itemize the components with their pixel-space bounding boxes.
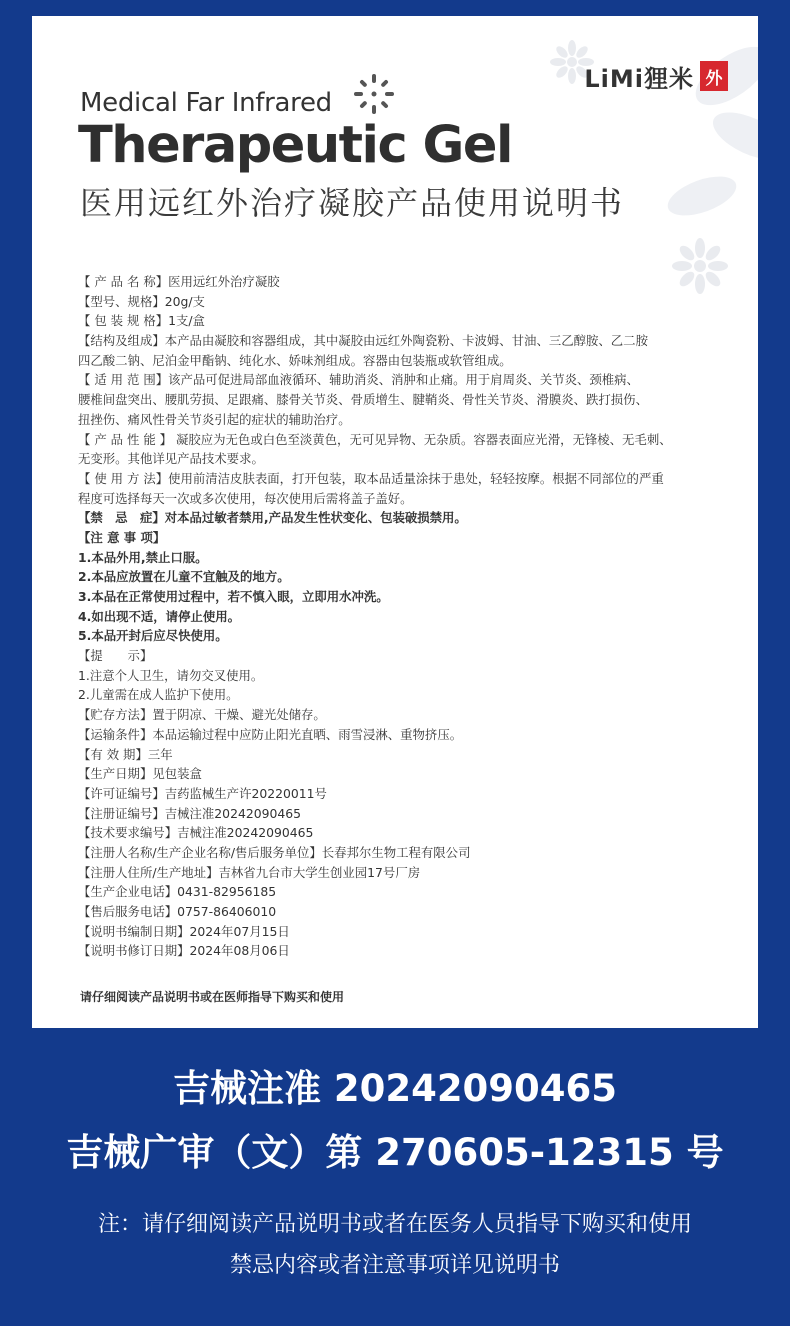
instruction-line: 【结构及组成】本产品由凝胶和容器组成，其中凝胶由远红外陶瓷粉、卡波姆、甘油、三乙醇胺、乙二胺 [78,333,648,349]
instruction-line: 【生产日期】见包装盒 [78,766,202,782]
sparkle-icon [352,72,396,116]
instruction-line: 1.注意个人卫生，请勿交叉使用。 [78,667,264,683]
instruction-body [78,272,718,961]
instruction-line: 【生产企业电话】0431-82956185 [78,884,277,900]
footer-warning: 注：请仔细阅读产品说明书或者在医务人员指导下购买和使用 [97,1212,692,1237]
external-use-badge: 外 [700,61,728,91]
brand-logo [584,56,728,96]
instruction-line: 无变形。其他详见产品技术要求。 [78,451,264,467]
instruction-line: 【型号、规格】20g/支 [78,293,205,309]
instruction-line: 【贮存方法】置于阴凉、干燥、避光处储存。 [78,707,326,723]
instruction-line: 【说明书修订日期】2024年08月06日 [78,943,290,959]
instruction-line: 【禁 忌 症】对本品过敏者禁用,产品发生性状变化、包装破损禁用。 [78,510,467,526]
instruction-line: 【有 效 期】三年 [78,746,173,762]
instruction-line: 4.如出现不适，请停止使用。 [78,608,241,624]
purchase-note: 请仔细阅读产品说明书或在医师指导下购买和使用 [80,990,345,1004]
english-subtitle: Medical Far Infrared [80,88,332,118]
instruction-line: 【售后服务电话】0757-86406010 [78,904,277,919]
footer-contraindication-note: 禁忌内容或者注意事项详见说明书 [229,1253,560,1278]
english-title: Therapeutic Gel [78,116,512,175]
instruction-line: 【 产 品 性 能 】 凝胶应为无色或白色至淡黄色，无可见异物、无杂质。容器表面应光滑，无锋棱、无毛刺、 [78,431,672,447]
instruction-line: 1.本品外用,禁止口服。 [78,549,208,565]
brand-logo-text: LiMi狸米 [584,64,694,93]
instruction-line: 2.本品应放置在儿童不宜触及的地方。 [78,569,290,585]
instruction-line: 【运输条件】本品运输过程中应防止阳光直晒、雨雪浸淋、重物挤压。 [78,726,463,742]
instruction-line: 【注 意 事 项】 [78,529,166,545]
advertisement-approval-number: 吉械广审（文）第 270605-12315 号 [66,1131,724,1174]
instruction-line: 【 适 用 范 围】该产品可促进局部血液循环、辅助消炎、消肿和止痛。用于肩周炎、关节炎、颈椎病、 [78,372,639,388]
instruction-line: 【技术要求编号】吉械注准20242090465 [78,825,314,841]
instruction-line: 【说明书编制日期】2024年07月15日 [78,923,290,939]
instruction-line: 腰椎间盘突出、腰肌劳损、足跟痛、膝骨关节炎、骨质增生、腱鞘炎、骨性关节炎、滑膜炎、跌打损伤、 [78,392,648,408]
instruction-line: 【许可证编号】吉药监械生产许20220011号 [78,785,327,801]
instruction-line: 【 产 品 名 称】医用远红外治疗凝胶 [78,274,280,289]
instruction-line: 【 使 用 方 法】使用前清洁皮肤表面，打开包装，取本品适量涂抹于患处，轻轻按摩。根据不同部位的严重 [78,470,664,486]
registration-number: 吉械注准 20242090465 [172,1067,618,1110]
instruction-line: 3.本品在正常使用过程中，若不慎入眼，立即用水冲洗。 [78,589,389,604]
chinese-title: 医用远红外治疗凝胶产品使用说明书 [80,184,625,222]
instruction-line: 扭挫伤、痛风性骨关节炎引起的症状的辅助治疗。 [78,411,351,427]
instruction-line: 【注册人名称/生产企业名称/售后服务单位】长春邦尔生物工程有限公司 [78,844,471,860]
instruction-line: 【提 示】 [78,648,153,664]
instruction-line: 5.本品开封后应尽快使用。 [78,628,228,644]
instruction-line: 【注册证编号】吉械注准20242090465 [78,805,302,821]
instruction-line: 【注册人住所/生产地址】吉林省九台市大学生创业园17号厂房 [78,864,421,880]
instruction-line: 【 包 装 规 格】1支/盒 [78,313,205,329]
instruction-line: 2.儿童需在成人监护下使用。 [78,687,239,703]
instruction-sheet [32,16,758,1028]
instruction-line: 四乙酸二钠、尼泊金甲酯钠、纯化水、娇味剂组成。容器由包装瓶或软管组成。 [78,352,512,368]
instruction-line: 程度可选择每天一次或多次使用，每次使用后需将盖子盖好。 [78,490,413,506]
